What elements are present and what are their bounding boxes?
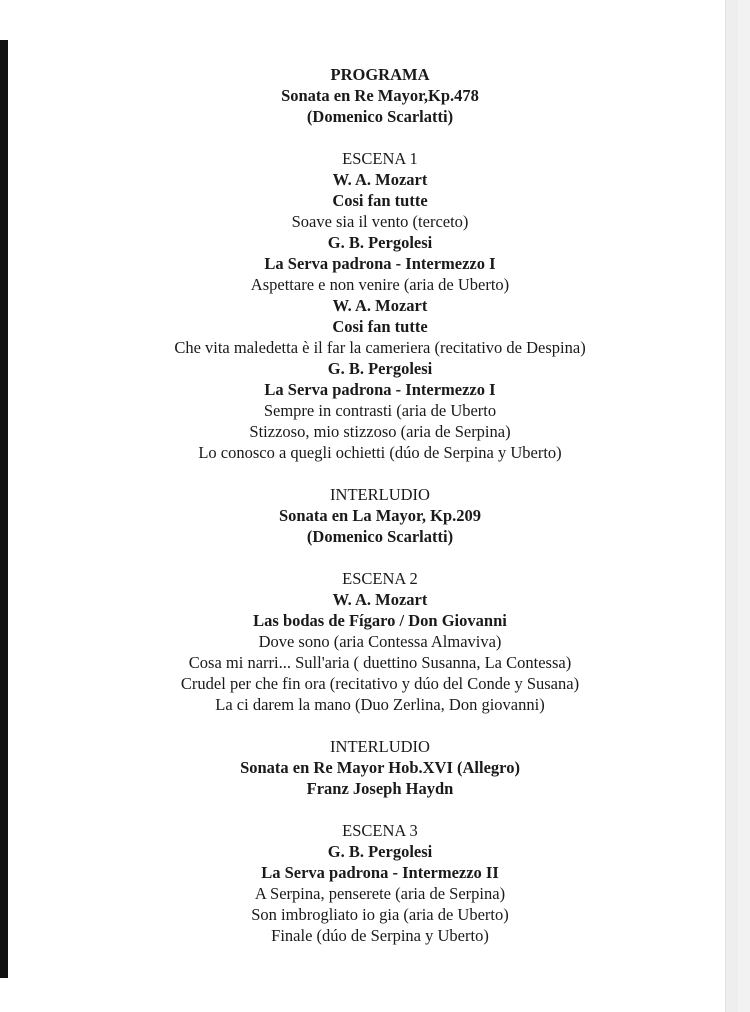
scene-2-piece: La ci darem la mano (Duo Zerlina, Don giovanni) [215, 695, 545, 714]
scene-3-title: ESCENA 3 [342, 821, 418, 840]
opening-composer: (Domenico Scarlatti) [306, 107, 454, 126]
interlude-1-work: Sonata en La Mayor, Kp.209 [279, 506, 481, 525]
scene-1-piece: Sempre in contrasti (aria de Uberto [263, 401, 497, 420]
scene-1-title: ESCENA 1 [342, 149, 418, 168]
scene-1-opera: Cosi fan tutte [332, 317, 428, 336]
interlude-2-work: Sonata en Re Mayor Hob.XVI (Allegro) [240, 758, 520, 777]
scene-3-composer: G. B. Pergolesi [327, 842, 433, 861]
interlude-1-composer: (Domenico Scarlatti) [306, 527, 454, 546]
scene-2-piece: Crudel per che fin ora (recitativo y dúo del Conde y Susana) [180, 674, 580, 693]
scene-1-composer: G. B. Pergolesi [327, 233, 433, 252]
interlude-1-title: INTERLUDIO [330, 485, 430, 504]
scene-1-opera: La Serva padrona - Intermezzo I [264, 380, 496, 399]
scene-1-opera: La Serva padrona - Intermezzo I [264, 254, 496, 273]
scene-1-opera: Cosi fan tutte [332, 191, 428, 210]
scene-1-piece: Aspettare e non venire (aria de Uberto) [250, 275, 510, 294]
scene-1-piece: Stizzoso, mio stizzoso (aria de Serpina) [249, 422, 511, 441]
scene-1-composer: W. A. Mozart [332, 170, 428, 189]
left-edge-bar [0, 40, 8, 978]
interlude-2-composer: Franz Joseph Haydn [306, 779, 454, 798]
scene-2-composer: W. A. Mozart [332, 590, 428, 609]
scene-1-composer: G. B. Pergolesi [327, 359, 433, 378]
scene-1-piece: Lo conosco a quegli ochietti (dúo de Serpina y Uberto) [198, 443, 562, 462]
scene-2-piece: Dove sono (aria Contessa Almaviva) [258, 632, 502, 651]
scene-1-composer: W. A. Mozart [332, 296, 428, 315]
scene-2-title: ESCENA 2 [342, 569, 418, 588]
program-content [8, 64, 750, 946]
scene-2-opera: Las bodas de Fígaro / Don Giovanni [253, 611, 507, 630]
scene-3-opera: La Serva padrona - Intermezzo II [261, 863, 499, 882]
scene-3-piece: A Serpina, penserete (aria de Serpina) [254, 884, 506, 903]
interlude-2-title: INTERLUDIO [330, 737, 430, 756]
scene-3-piece: Finale (dúo de Serpina y Uberto) [271, 926, 489, 945]
opening-work: Sonata en Re Mayor,Kp.478 [281, 86, 479, 105]
scene-3-piece: Son imbrogliato io gia (aria de Uberto) [251, 905, 509, 924]
scene-1-piece: Soave sia il vento (terceto) [291, 212, 469, 231]
scene-2-piece: Cosa mi narri... Sull'aria ( duettino Susanna, La Contessa) [188, 653, 572, 672]
scene-1-piece: Che vita maledetta è il far la cameriera (recitativo de Despina) [174, 338, 586, 357]
program-heading: PROGRAMA [330, 65, 430, 84]
